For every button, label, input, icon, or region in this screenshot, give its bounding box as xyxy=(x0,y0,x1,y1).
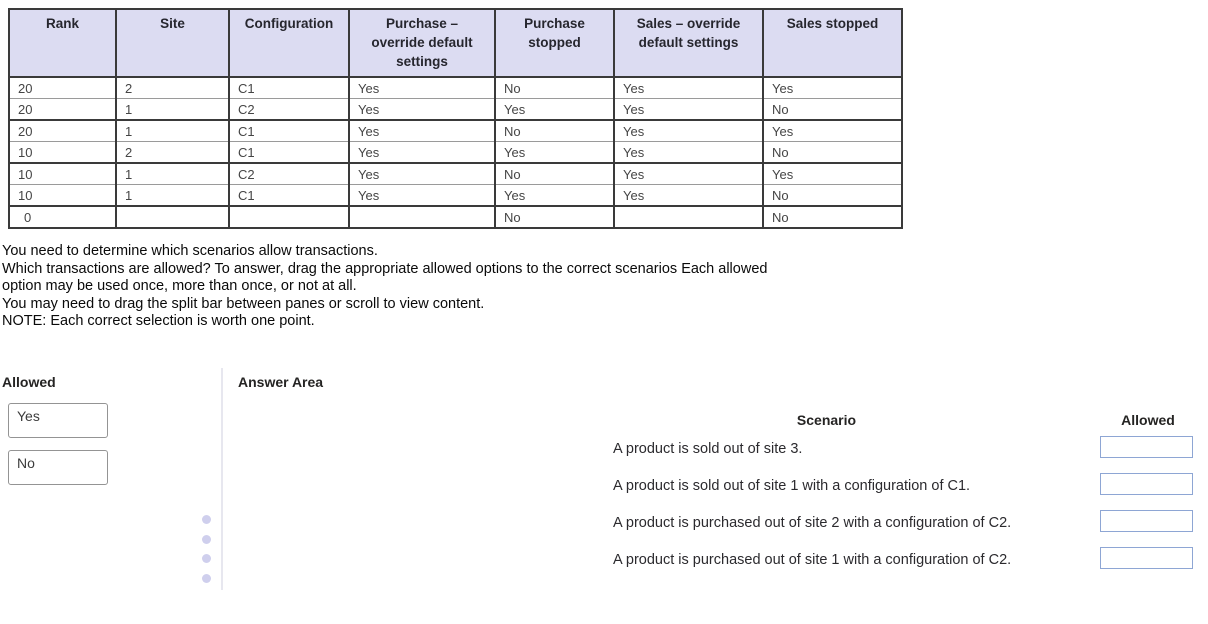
table-row xyxy=(9,120,902,142)
table-row xyxy=(9,206,902,228)
table-cell xyxy=(614,206,763,228)
table-cell: 1 xyxy=(116,163,229,185)
table-cell: 20 xyxy=(9,120,116,142)
answer-drop-zone[interactable] xyxy=(1100,473,1193,495)
table-cell: C1 xyxy=(229,185,349,207)
answer-area-title: Answer Area xyxy=(238,374,324,390)
table-cell: No xyxy=(763,185,902,207)
table-cell: Yes xyxy=(614,142,763,164)
scenario-column-header: Scenario xyxy=(796,412,857,428)
answer-drop-zone[interactable] xyxy=(1100,436,1193,458)
scenario-row xyxy=(0,547,1208,584)
drag-option-no[interactable]: No xyxy=(8,450,108,485)
table-body xyxy=(9,77,902,228)
table-cell: Yes xyxy=(763,163,902,185)
table-cell: Yes xyxy=(495,142,614,164)
table-cell: Yes xyxy=(763,77,902,99)
table-cell: Yes xyxy=(349,163,495,185)
table-cell: C1 xyxy=(229,142,349,164)
allowed-panel-title: Allowed xyxy=(2,374,56,390)
table-row xyxy=(9,163,902,185)
table-cell: No xyxy=(495,163,614,185)
question-line: You need to determine which scenarios allow transactions. xyxy=(2,243,378,259)
table-cell: 1 xyxy=(116,120,229,142)
column-header: Purchase stopped xyxy=(495,9,614,77)
settings-table-container xyxy=(8,8,903,229)
table-cell: 10 xyxy=(9,142,116,164)
table-cell: No xyxy=(495,120,614,142)
scenario-row xyxy=(0,436,1208,473)
table-cell: No xyxy=(763,142,902,164)
table-cell: Yes xyxy=(614,120,763,142)
table-cell: Yes xyxy=(495,99,614,121)
scenario-row xyxy=(0,473,1208,510)
scenario-text: A product is purchased out of site 2 with a configuration of C2. xyxy=(613,515,1012,531)
table-cell: Yes xyxy=(349,77,495,99)
settings-table xyxy=(8,8,903,229)
question-text xyxy=(2,243,1102,331)
scenario-text: A product is purchased out of site 1 with a configuration of C2. xyxy=(613,552,1012,568)
answer-drop-zone[interactable] xyxy=(1100,510,1193,532)
table-cell: C2 xyxy=(229,163,349,185)
table-cell: 1 xyxy=(116,185,229,207)
table-cell: Yes xyxy=(349,99,495,121)
table-cell: 10 xyxy=(9,185,116,207)
table-cell: Yes xyxy=(614,99,763,121)
table-header-row xyxy=(9,9,902,77)
drag-option-yes[interactable]: Yes xyxy=(8,403,108,438)
question-line: Which transactions are allowed? To answer, drag the appropriate allowed options to the correct scenarios Each allowed xyxy=(2,260,768,277)
question-line: option may be used once, more than once, or not at all. xyxy=(2,278,357,294)
table-cell: C1 xyxy=(229,77,349,99)
scenario-row xyxy=(0,510,1208,547)
table-cell: 2 xyxy=(116,77,229,99)
table-cell: Yes xyxy=(763,120,902,142)
table-cell: No xyxy=(495,77,614,99)
question-line: NOTE: Each correct selection is worth one point. xyxy=(2,313,315,329)
table-row xyxy=(9,185,902,207)
table-cell: Yes xyxy=(349,185,495,207)
column-header: Sales stopped xyxy=(763,9,902,77)
table-row xyxy=(9,142,902,164)
table-cell: Yes xyxy=(349,120,495,142)
scenario-text: A product is sold out of site 3. xyxy=(613,441,803,457)
table-cell: C2 xyxy=(229,99,349,121)
table-cell: 20 xyxy=(9,99,116,121)
table-cell xyxy=(349,206,495,228)
table-cell: 20 xyxy=(9,77,116,99)
allowed-column-header: Allowed xyxy=(1121,412,1175,428)
column-header: Purchase – override default settings xyxy=(349,9,495,77)
table-cell: No xyxy=(763,99,902,121)
table-cell: Yes xyxy=(349,142,495,164)
column-header: Rank xyxy=(9,9,116,77)
column-header: Configuration xyxy=(229,9,349,77)
table-row xyxy=(9,77,902,99)
table-cell xyxy=(116,206,229,228)
table-cell: No xyxy=(763,206,902,228)
table-cell: C1 xyxy=(229,120,349,142)
table-cell: Yes xyxy=(614,163,763,185)
scenario-text: A product is sold out of site 1 with a configuration of C1. xyxy=(613,478,971,494)
table-cell: 10 xyxy=(9,163,116,185)
answer-drop-zone[interactable] xyxy=(1100,547,1193,569)
table-cell: 2 xyxy=(116,142,229,164)
table-cell: Yes xyxy=(614,185,763,207)
table-row xyxy=(9,99,902,121)
table-cell: Yes xyxy=(614,77,763,99)
question-line: You may need to drag the split bar between panes or scroll to view content. xyxy=(2,295,485,312)
table-cell: Yes xyxy=(495,185,614,207)
table-cell: No xyxy=(495,206,614,228)
table-cell: 0 xyxy=(9,206,116,228)
column-header: Site xyxy=(116,9,229,77)
column-header: Sales – override default settings xyxy=(614,9,763,77)
table-cell xyxy=(229,206,349,228)
table-cell: 1 xyxy=(116,99,229,121)
